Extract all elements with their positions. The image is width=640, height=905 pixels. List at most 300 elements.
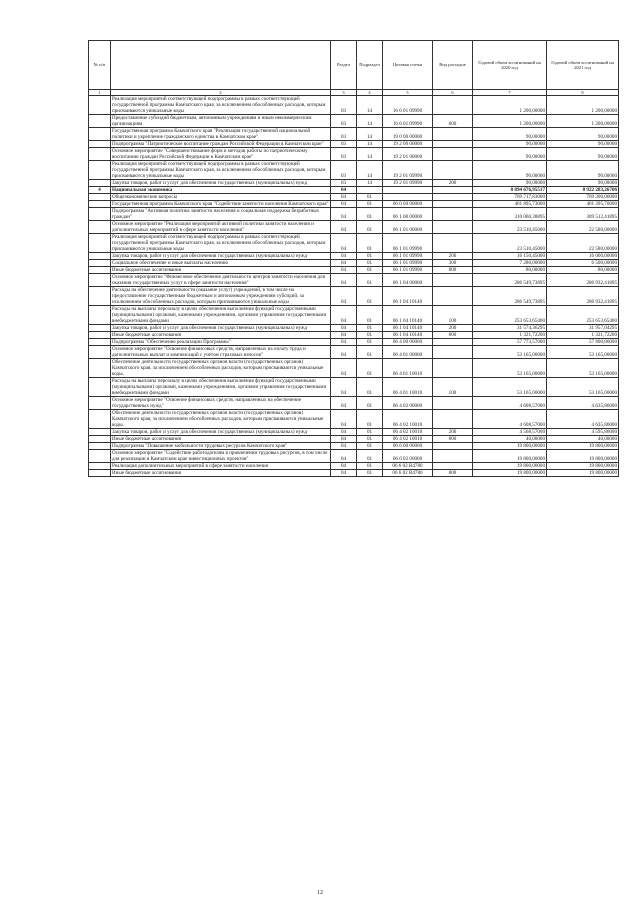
- row-razdel-cell: 04: [331, 260, 357, 267]
- row-name-cell: Основное мероприятие "Содействие работодателям в привлечении трудовых ресурсов, в том числе для реализации в Камчатском крае инвестиционных проектов": [111, 450, 331, 463]
- row-razdel-cell: 04: [331, 359, 357, 378]
- row-number-cell: [89, 128, 111, 141]
- row-volume-2020-cell: 19 800,00000: [473, 463, 547, 470]
- row-podrazdel-cell: 01: [357, 339, 383, 346]
- row-podrazdel-cell: 01: [357, 450, 383, 463]
- row-volume-2021-cell: 19 800,00000: [547, 463, 619, 470]
- row-volume-2021-cell: 16 000,00000: [547, 253, 619, 260]
- row-razdel-cell: 03: [331, 128, 357, 141]
- row-target-article-cell: 06 4 00 00000: [383, 339, 433, 346]
- row-number-cell: [89, 221, 111, 234]
- column-number-cell: 4: [357, 90, 383, 96]
- row-target-article-cell: 06 1 01 09990: [383, 234, 433, 253]
- row-number-cell: [89, 274, 111, 287]
- row-razdel-cell: 04: [331, 221, 357, 234]
- row-razdel-cell: 04: [331, 187, 357, 194]
- row-razdel-cell: 03: [331, 96, 357, 115]
- row-volume-2021-cell: 22 580,00000: [547, 234, 619, 253]
- row-expense-type-cell: 200: [433, 325, 473, 332]
- row-volume-2021-cell: 1 321,72200: [547, 332, 619, 339]
- row-number-cell: [89, 346, 111, 359]
- row-volume-2021-cell: 253 653,65400: [547, 306, 619, 325]
- row-podrazdel-cell: [357, 187, 383, 194]
- row-expense-type-cell: [433, 201, 473, 208]
- row-razdel-cell: 04: [331, 429, 357, 436]
- row-expense-type-cell: [433, 194, 473, 201]
- row-volume-2021-cell: 53 165,00000: [547, 346, 619, 359]
- row-volume-2021-cell: 53 165,00000: [547, 359, 619, 378]
- row-volume-2020-cell: 90,00000: [473, 148, 547, 161]
- row-expense-type-cell: [433, 96, 473, 115]
- row-volume-2021-cell: 19 800,00000: [547, 470, 619, 477]
- row-volume-2021-cell: 19 800,00000: [547, 443, 619, 450]
- row-podrazdel-cell: 14: [357, 96, 383, 115]
- row-number-cell: [89, 194, 111, 201]
- row-volume-2020-cell: 286 549,73895: [473, 274, 547, 287]
- row-volume-2021-cell: 286 932,41895: [547, 287, 619, 306]
- row-podrazdel-cell: 01: [357, 267, 383, 274]
- row-number-cell: [89, 141, 111, 148]
- row-target-article-cell: 06 1 01 09990: [383, 253, 433, 260]
- row-podrazdel-cell: 01: [357, 325, 383, 332]
- row-podrazdel-cell: 01: [357, 378, 383, 397]
- row-number-cell: [89, 115, 111, 128]
- row-name-cell: Иные бюджетные ассигнования: [111, 267, 331, 274]
- row-expense-type-cell: [433, 234, 473, 253]
- table-row: [89, 397, 619, 410]
- row-number-cell: [89, 332, 111, 339]
- row-number-cell: [89, 234, 111, 253]
- row-expense-type-cell: 800: [433, 267, 473, 274]
- row-target-article-cell: 06 6 02 R4780: [383, 470, 433, 477]
- row-razdel-cell: 04: [331, 267, 357, 274]
- column-number-cell: 3: [331, 90, 357, 96]
- table-row: [89, 96, 619, 115]
- row-volume-2020-cell: 1 321,72200: [473, 332, 547, 339]
- row-target-article-cell: 06 6 02 00000: [383, 450, 433, 463]
- row-expense-type-cell: 800: [433, 436, 473, 443]
- row-target-article-cell: 16 6 01 09990: [383, 115, 433, 128]
- row-name-cell: Обеспечение деятельности государственных органов власти (государственных органов) Камчатского края, за исключением обособленных расходов, которым присваиваются уникальные коды.: [111, 410, 331, 429]
- row-volume-2020-cell: 19 800,00000: [473, 470, 547, 477]
- row-target-article-cell: 06 4 01 10010: [383, 359, 433, 378]
- row-podrazdel-cell: 14: [357, 180, 383, 187]
- row-number-cell: [89, 148, 111, 161]
- row-number-cell: [89, 180, 111, 187]
- table-row: [89, 141, 619, 148]
- row-razdel-cell: 03: [331, 148, 357, 161]
- row-name-cell: Реализация мероприятий соответствующей подпрограммы в рамках соответствующей государственной программы Камчатского края, за исключением обособленных расходов, которым присваиваются уникальные коды: [111, 234, 331, 253]
- table-row: [89, 267, 619, 274]
- row-name-cell: Обеспечение деятельности государственных органов власти (государственных органов) Камчатского края, за исключением обособленных расходов, которым присваиваются уникальные коды.: [111, 359, 331, 378]
- row-expense-type-cell: [433, 463, 473, 470]
- row-number-cell: [89, 253, 111, 260]
- row-razdel-cell: 03: [331, 141, 357, 148]
- row-target-article-cell: [383, 187, 433, 194]
- row-razdel-cell: 04: [331, 306, 357, 325]
- row-volume-2020-cell: 53 165,00000: [473, 359, 547, 378]
- row-name-cell: Государственная программа Камчатского края "Содействие занятости населения Камчатского края": [112, 201, 329, 207]
- row-podrazdel-cell: 01: [357, 208, 383, 221]
- row-expense-type-cell: [433, 161, 473, 180]
- row-expense-type-cell: [433, 128, 473, 141]
- row-podrazdel-cell: 01: [357, 359, 383, 378]
- table-row: [89, 115, 619, 128]
- row-volume-2020-cell: 7 280,00000: [473, 260, 547, 267]
- row-number-cell: [89, 450, 111, 463]
- row-name-cell: Расходы на выплаты персоналу в целях обеспечения выполнения функций государственными (муниципальными) органами, казенными учреждениями, органами управления государственными внебюджетными фондами: [111, 378, 331, 397]
- row-razdel-cell: 04: [331, 325, 357, 332]
- row-volume-2021-cell: 80,00000: [547, 267, 619, 274]
- row-volume-2020-cell: 57 773,57000: [473, 339, 547, 346]
- table-row: [89, 306, 619, 325]
- row-expense-type-cell: [433, 359, 473, 378]
- row-podrazdel-cell: 01: [357, 194, 383, 201]
- row-volume-2020-cell: 286 549,73895: [473, 287, 547, 306]
- row-volume-2021-cell: 4 635,86000: [547, 397, 619, 410]
- row-name-cell: Основное мероприятие "Финансовое обеспечение деятельности центров занятости населения для оказания государственных услуг в сфере занятости населения": [111, 274, 331, 287]
- row-podrazdel-cell: 14: [357, 141, 383, 148]
- table-row: [89, 450, 619, 463]
- row-podrazdel-cell: 01: [357, 234, 383, 253]
- row-number-cell: [89, 161, 111, 180]
- row-name-cell: Иные бюджетные ассигнования: [111, 436, 331, 443]
- row-number-cell: [89, 306, 111, 325]
- row-volume-2020-cell: 4 608,57000: [473, 397, 547, 410]
- row-number-cell: [89, 260, 111, 267]
- table-row: [89, 378, 619, 397]
- row-podrazdel-cell: 01: [357, 306, 383, 325]
- row-volume-2021-cell: 401 395,70000: [547, 201, 619, 208]
- table-row: [89, 274, 619, 287]
- table-row: [89, 161, 619, 180]
- row-expense-type-cell: 200: [433, 429, 473, 436]
- row-target-article-cell: 19 2 01 09990: [383, 180, 433, 187]
- row-volume-2020-cell: 19 800,00000: [473, 443, 547, 450]
- row-name-cell: Расходы на выплаты персоналу в целях обеспечения выполнения функций государственными (муниципальными) органами, казенными учреждениями, органами управления государственными внебюджетными фондами: [111, 306, 331, 325]
- row-name-cell: Основное мероприятие "Освоение финансовых средств, направленных на оплату труда и дополнительных выплат и компенсаций с учетом страховых взносов": [111, 346, 331, 359]
- header-expense-type: Вид расходов: [433, 41, 473, 90]
- row-podrazdel-cell: 01: [357, 410, 383, 429]
- row-name-cell: Реализация мероприятий соответствующей подпрограммы в рамках соответствующей государственной программы Камчатского края, за исключением обособленных расходов, которым присваиваются уникальные коды: [111, 96, 331, 115]
- row-volume-2020-cell: 40,00000: [473, 436, 547, 443]
- row-razdel-cell: 04: [331, 346, 357, 359]
- row-number-cell: 4: [89, 187, 111, 194]
- header-volume-2021: Годовой объем ассигнований на 2021 год: [547, 41, 619, 90]
- column-number-cell: 6: [433, 90, 473, 96]
- column-number-cell: 5: [383, 90, 433, 96]
- row-volume-2021-cell: 19 800,00000: [547, 450, 619, 463]
- row-name-cell: Основное мероприятие "Совершенствование форм и методов работы по патриотическому воспитанию граждан Российской Федерации в Камчатском крае": [111, 148, 331, 161]
- row-name-cell: Государственная программа Камчатского края "Реализация государственной национальной политики и укрепление гражданского единства в Камчатском крае": [111, 128, 331, 141]
- row-volume-2020-cell: 90,00000: [473, 180, 547, 187]
- header-target-article: Целевая статья: [383, 41, 433, 90]
- row-target-article-cell: 06 6 00 00000: [383, 443, 433, 450]
- row-name-cell: Закупка товаров, работ и услуг для обеспечения государственных (муниципальных) нужд: [111, 180, 331, 187]
- row-razdel-cell: 04: [331, 287, 357, 306]
- row-name-cell: Расходы на обеспечение деятельности (оказание услуг) учреждений, в том числе на предоставление государственным бюджетным и автономным учреждениям субсидий, за исключением обособленных расходов, которым присваиваются уникальные коды: [111, 287, 331, 306]
- row-name-cell: Иные бюджетные ассигнования: [111, 332, 331, 339]
- table-row: [89, 359, 619, 378]
- row-name-cell: Предоставление субсидий бюджетным, автономным учреждениям и иным некоммерческим организациям: [111, 115, 331, 128]
- row-name-cell: Закупка товаров, работ и услуг для обеспечения государственных (муниципальных) нужд: [111, 253, 331, 260]
- row-number-cell: [89, 410, 111, 429]
- row-volume-2021-cell: 1 200,00000: [547, 115, 619, 128]
- row-volume-2021-cell: 769 300,06000: [547, 194, 619, 201]
- row-number-cell: [89, 208, 111, 221]
- row-expense-type-cell: [433, 339, 473, 346]
- row-name-cell: Закупка товаров, работ и услуг для обеспечения государственных (муниципальных) нужд: [111, 429, 331, 436]
- row-razdel-cell: 04: [331, 208, 357, 221]
- row-target-article-cell: 19 2 01 00000: [383, 148, 433, 161]
- table-row: [89, 436, 619, 443]
- row-podrazdel-cell: 14: [357, 161, 383, 180]
- column-number-cell: 7: [473, 90, 547, 96]
- row-podrazdel-cell: 01: [357, 274, 383, 287]
- row-volume-2020-cell: 4 568,57000: [473, 429, 547, 436]
- row-podrazdel-cell: 01: [357, 429, 383, 436]
- row-razdel-cell: 04: [331, 274, 357, 287]
- row-podrazdel-cell: 14: [357, 128, 383, 141]
- row-target-article-cell: 06 1 01 09990: [383, 260, 433, 267]
- table-row: [89, 332, 619, 339]
- row-expense-type-cell: [433, 274, 473, 287]
- table-row: [89, 287, 619, 306]
- row-volume-2020-cell: 8 894 676,95517: [473, 187, 547, 194]
- row-volume-2020-cell: 90,00000: [473, 128, 547, 141]
- row-expense-type-cell: 800: [433, 332, 473, 339]
- row-volume-2020-cell: 80,00000: [473, 267, 547, 274]
- row-razdel-cell: 03: [331, 161, 357, 180]
- row-volume-2020-cell: 53 165,00000: [473, 378, 547, 397]
- row-expense-type-cell: 300: [433, 260, 473, 267]
- row-razdel-cell: 04: [331, 463, 357, 470]
- row-volume-2021-cell: 53 165,00000: [547, 378, 619, 397]
- row-expense-type-cell: [433, 208, 473, 221]
- header-num: № п/п: [89, 41, 111, 90]
- row-target-article-cell: 06 6 02 R4780: [383, 463, 433, 470]
- row-podrazdel-cell: 01: [357, 260, 383, 267]
- row-target-article-cell: 06 4 01 00000: [383, 346, 433, 359]
- row-target-article-cell: 06 1 04 00000: [383, 274, 433, 287]
- table-row: [89, 325, 619, 332]
- row-number-cell: [89, 470, 111, 477]
- table-row: [89, 194, 619, 201]
- row-number-cell: [89, 287, 111, 306]
- row-podrazdel-cell: 01: [357, 287, 383, 306]
- row-podrazdel-cell: 01: [357, 463, 383, 470]
- row-number-cell: [89, 463, 111, 470]
- row-volume-2021-cell: 90,00000: [547, 180, 619, 187]
- row-target-article-cell: 06 1 01 00000: [383, 221, 433, 234]
- row-expense-type-cell: 200: [433, 180, 473, 187]
- row-name-cell: Основное мероприятие "Реализация мероприятий активной политики занятости населения и дополнительных мероприятий в сфере занятости населения": [111, 221, 331, 234]
- table-row: [89, 260, 619, 267]
- row-name-cell: Социальное обеспечение и иные выплаты населению: [111, 260, 331, 267]
- row-volume-2020-cell: 401 895,73000: [473, 201, 547, 208]
- table-row: [89, 346, 619, 359]
- row-expense-type-cell: [433, 287, 473, 306]
- row-volume-2021-cell: 90,00000: [547, 161, 619, 180]
- row-volume-2020-cell: 31 574,36295: [473, 325, 547, 332]
- row-volume-2021-cell: 90,00000: [547, 141, 619, 148]
- row-volume-2021-cell: 90,00000: [547, 128, 619, 141]
- row-target-article-cell: 19 2 01 09990: [383, 161, 433, 180]
- row-target-article-cell: 06 1 04 10140: [383, 287, 433, 306]
- table-row: [89, 148, 619, 161]
- row-volume-2021-cell: 4 595,86000: [547, 429, 619, 436]
- row-volume-2020-cell: 90,00000: [473, 161, 547, 180]
- row-number-cell: [89, 359, 111, 378]
- row-target-article-cell: 06 4 02 10010: [383, 429, 433, 436]
- table-row: [89, 339, 619, 346]
- table-row: [89, 208, 619, 221]
- row-volume-2021-cell: 90,00000: [547, 148, 619, 161]
- row-name-cell: Реализация мероприятий соответствующей подпрограммы в рамках соответствующей государственной программы Камчатского края, за исключением обособленных расходов, которым присваиваются уникальные коды: [111, 161, 331, 180]
- row-target-article-cell: 06 4 01 10010: [383, 378, 433, 397]
- table-row: [89, 221, 619, 234]
- row-number-cell: [89, 96, 111, 115]
- row-podrazdel-cell: 14: [357, 148, 383, 161]
- row-target-article-cell: [383, 194, 433, 201]
- row-volume-2020-cell: 1 200,00000: [473, 115, 547, 128]
- table-body: [89, 96, 619, 477]
- row-expense-type-cell: [433, 221, 473, 234]
- row-expense-type-cell: [433, 443, 473, 450]
- row-razdel-cell: 04: [331, 443, 357, 450]
- row-razdel-cell: 04: [331, 410, 357, 429]
- row-number-cell: [89, 325, 111, 332]
- row-name-cell: Реализация дополнительных мероприятий в сфере занятости населения: [111, 463, 331, 470]
- row-target-article-cell: 06 1 01 09990: [383, 267, 433, 274]
- row-podrazdel-cell: 01: [357, 253, 383, 260]
- row-razdel-cell: 04: [331, 234, 357, 253]
- row-target-article-cell: 06 1 04 10140: [383, 306, 433, 325]
- header-razdel: Раздел: [331, 41, 357, 90]
- row-expense-type-cell: 100: [433, 306, 473, 325]
- row-volume-2021-cell: 8 922 283,26706: [547, 187, 619, 194]
- row-volume-2021-cell: 4 635,86000: [547, 410, 619, 429]
- header-podrazdel: Подраздел: [357, 41, 383, 90]
- table-row: [89, 470, 619, 477]
- column-number-cell: 1: [89, 90, 111, 96]
- table-row: [89, 410, 619, 429]
- row-razdel-cell: 04: [331, 332, 357, 339]
- row-volume-2020-cell: 310 060,38895: [473, 208, 547, 221]
- table-row: [89, 253, 619, 260]
- row-razdel-cell: 03: [331, 115, 357, 128]
- row-volume-2021-cell: 6 500,00000: [547, 260, 619, 267]
- row-volume-2020-cell: 23 510,45000: [473, 234, 547, 253]
- row-number-cell: [89, 267, 111, 274]
- row-volume-2020-cell: 1 200,00000: [473, 96, 547, 115]
- row-number-cell: [89, 436, 111, 443]
- row-razdel-cell: 04: [331, 194, 357, 201]
- row-name-cell: Общеэкономические вопросы: [111, 194, 331, 201]
- table-row: [89, 429, 619, 436]
- row-name-cell: Национальная экономика: [111, 187, 331, 194]
- row-name-cell: Подпрограмма "Активная политика занятости населения и социальная поддержка безработных граждан": [111, 208, 331, 221]
- row-expense-type-cell: [433, 397, 473, 410]
- row-volume-2021-cell: 309 512,41895: [547, 208, 619, 221]
- row-volume-2021-cell: 286 932,41895: [547, 274, 619, 287]
- row-expense-type-cell: [433, 148, 473, 161]
- row-number-cell: [89, 397, 111, 410]
- budget-table: [88, 40, 619, 477]
- row-number-cell: [89, 443, 111, 450]
- row-razdel-cell: 04: [331, 450, 357, 463]
- row-number-cell: [89, 201, 111, 208]
- header-volume-2020: Годовой объем ассигнований на 2020 год: [473, 41, 547, 90]
- row-podrazdel-cell: 01: [357, 346, 383, 359]
- row-target-article-cell: 06 4 02 10010: [383, 410, 433, 429]
- table-row: [89, 128, 619, 141]
- row-number-cell: [89, 378, 111, 397]
- row-target-article-cell: 06 1 00 00000: [383, 208, 433, 221]
- row-volume-2021-cell: 31 957,04295: [547, 325, 619, 332]
- table-header-row: [89, 41, 619, 90]
- row-volume-2020-cell: 253 653,65400: [473, 306, 547, 325]
- row-razdel-cell: 04: [331, 436, 357, 443]
- row-podrazdel-cell: 01: [357, 397, 383, 410]
- row-target-article-cell: 06 1 04 10140: [383, 325, 433, 332]
- table-row: [89, 187, 619, 194]
- row-volume-2020-cell: 19 800,00000: [473, 450, 547, 463]
- row-volume-2021-cell: 57 800,86000: [547, 339, 619, 346]
- table-row: [89, 443, 619, 450]
- row-expense-type-cell: [433, 410, 473, 429]
- row-volume-2020-cell: 53 165,00000: [473, 346, 547, 359]
- row-expense-type-cell: [433, 450, 473, 463]
- row-volume-2020-cell: 769 717,83000: [473, 194, 547, 201]
- table-row: [89, 234, 619, 253]
- column-number-cell: 8: [547, 90, 619, 96]
- row-expense-type-cell: 200: [433, 253, 473, 260]
- table-row: [89, 201, 619, 208]
- row-volume-2021-cell: 1 200,00000: [547, 96, 619, 115]
- row-target-article-cell: 06 4 02 10010: [383, 436, 433, 443]
- row-podrazdel-cell: 01: [357, 221, 383, 234]
- row-expense-type-cell: [433, 141, 473, 148]
- row-target-article-cell: 16 6 01 09990: [383, 96, 433, 115]
- row-razdel-cell: 04: [331, 201, 357, 208]
- row-volume-2021-cell: 40,00000: [547, 436, 619, 443]
- row-podrazdel-cell: 01: [357, 332, 383, 339]
- row-volume-2021-cell: 22 580,00000: [547, 221, 619, 234]
- row-target-article-cell: 06 0 00 00000: [383, 201, 433, 208]
- row-podrazdel-cell: 14: [357, 115, 383, 128]
- row-razdel-cell: 04: [331, 397, 357, 410]
- row-name-cell: Иные бюджетные ассигнования: [111, 470, 331, 477]
- header-name: [111, 41, 331, 90]
- row-podrazdel-cell: 01: [357, 436, 383, 443]
- row-razdel-cell: 04: [331, 470, 357, 477]
- row-target-article-cell: 06 1 04 10140: [383, 332, 433, 339]
- row-number-cell: [89, 429, 111, 436]
- row-target-article-cell: 19 2 00 00000: [383, 141, 433, 148]
- column-number-cell: 2: [111, 90, 331, 96]
- row-name-cell: Подпрограмма "Повышение мобильности трудовых ресурсов Камчатского края": [111, 443, 331, 450]
- row-name-cell: Подпрограмма "Патриотическое воспитание граждан Российской Федерации в Камчатском крае": [111, 141, 331, 148]
- row-name-cell: Основное мероприятие "Освоение финансовых средств, направленных на обеспечение государственных нужд": [111, 397, 331, 410]
- row-name-cell: Закупка товаров, работ и услуг для обеспечения государственных (муниципальных) нужд: [111, 325, 331, 332]
- table-row: [89, 180, 619, 187]
- row-expense-type-cell: [433, 346, 473, 359]
- row-razdel-cell: 03: [331, 180, 357, 187]
- row-volume-2020-cell: 90,00000: [473, 141, 547, 148]
- row-name-cell: Подпрограмма "Обеспечение реализации Программы": [111, 339, 331, 346]
- row-razdel-cell: 04: [331, 339, 357, 346]
